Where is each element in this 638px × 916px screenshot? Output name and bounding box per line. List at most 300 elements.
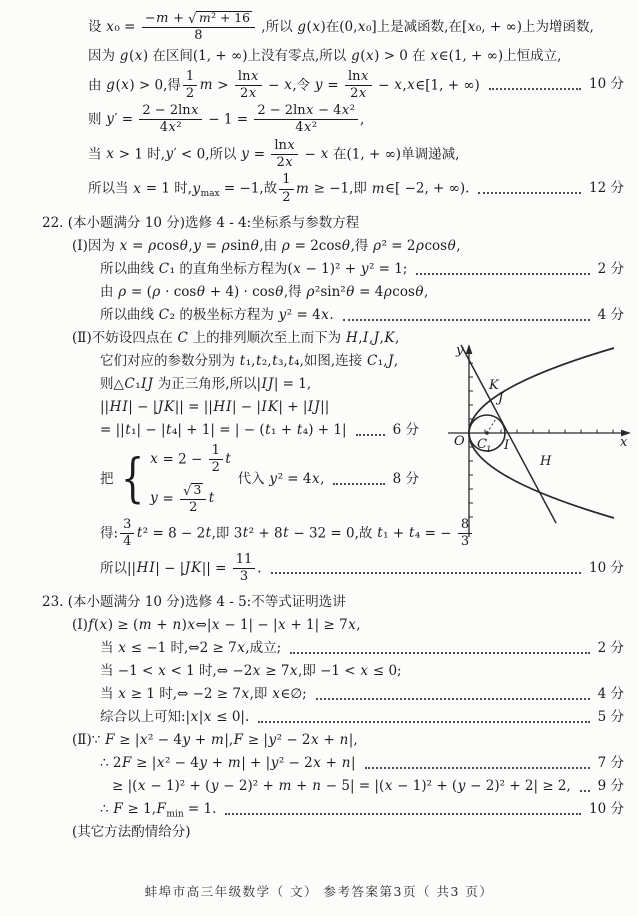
- radical-sign: √: [183, 483, 192, 499]
- line-content: 由 g(x) > 0,得 $\frac{1}{2}$ m > $\frac{\ln x}{2x}$ − x,令 y = $\frac{\ln x}{2x}$ − x,x∈[1, + ∞): [88, 68, 480, 101]
- answer-line: [0, 800, 624, 820]
- label-x-axis: x: [620, 435, 628, 450]
- dotted-leader: [271, 572, 581, 574]
- math-variable: x: [190, 709, 199, 726]
- dotted-leader: [416, 273, 589, 275]
- math-variable: C: [124, 376, 135, 392]
- math-variable: f: [88, 617, 94, 634]
- math-variable: n: [172, 617, 182, 634]
- score-label: 2 分: [597, 640, 624, 657]
- answer-line: [0, 214, 624, 234]
- numerator: 1: [279, 173, 293, 189]
- math-variable: C: [366, 353, 378, 369]
- dotted-leader: [478, 192, 581, 194]
- answer-line: [0, 104, 624, 136]
- math-variable: F: [156, 801, 166, 818]
- math-variable: m: [371, 180, 385, 197]
- math-variable: x: [278, 617, 286, 634]
- math-variable: y: [270, 755, 279, 772]
- math-variable: x: [241, 686, 250, 703]
- math-variable: x: [430, 47, 439, 64]
- math-variable: x: [203, 709, 212, 726]
- math-variable: y: [241, 146, 249, 163]
- math-variable: x: [360, 68, 369, 84]
- line-content: 22. (本小题满分 10 分)选修 4 - 4:坐标系与参数方程: [42, 215, 360, 231]
- math-variable: I: [307, 399, 314, 415]
- denominator: 2: [185, 85, 195, 101]
- line-content: 则△C₁IJ 为正三角形,所以|IJ| = 1,: [100, 376, 312, 392]
- math-variable: x: [320, 146, 329, 163]
- math-variable: x: [304, 120, 312, 136]
- numerator: 2 − 2lnx − 4x²: [254, 104, 358, 120]
- function-name: cos: [424, 238, 448, 254]
- math-variable: x: [358, 85, 367, 101]
- page-footer: 蚌埠市高三年级数学（ 文） 参考答案第3页（ 共3 页）: [144, 884, 494, 899]
- math-variable: ρ: [373, 238, 382, 254]
- math-variable: H: [345, 330, 358, 346]
- numerator: [271, 139, 298, 155]
- fraction: [279, 173, 293, 205]
- numerator: 1: [209, 444, 223, 460]
- math-variable: x: [156, 755, 165, 772]
- line-content: 23. (本小题满分 10 分)选修 4 - 5:不等式证明选讲: [42, 594, 346, 611]
- line-content: 得: $\frac{3}{4}$ t² = 8 − 2t,即 3t² + 8t − 32 = 0,故 t₁ + t₄ = − $\frac{8}{3}$: [100, 518, 474, 550]
- math-variable: ρ: [152, 284, 161, 300]
- fraction: [209, 444, 223, 476]
- radical: [183, 483, 203, 498]
- fraction: [345, 70, 372, 102]
- math-variable: x: [248, 85, 257, 101]
- dotted-leader: [258, 721, 589, 723]
- math-variable: ρ: [383, 284, 392, 300]
- numerator: [235, 70, 262, 86]
- math-variable: x: [118, 686, 126, 703]
- math-variable: t: [136, 525, 143, 542]
- coordinate-figure: [444, 340, 636, 540]
- math-variable: y: [106, 111, 114, 128]
- math-variable: x: [272, 686, 280, 703]
- denominator: 3: [460, 534, 470, 550]
- radical-sign: √: [188, 12, 197, 27]
- math-variable: I: [122, 399, 128, 415]
- fraction: [233, 553, 256, 585]
- math-variable: t: [408, 525, 415, 542]
- line-content: (其它方法酌情给分): [72, 824, 191, 841]
- math-variable: t: [255, 353, 262, 369]
- math-variable: x: [394, 76, 402, 93]
- line-content: 由 ρ = (ρ · cosθ + 4) · cosθ,得 ρ²sin²θ = 4ρcosθ,: [100, 284, 429, 300]
- math-variable: m: [278, 778, 292, 795]
- radicand: 3: [193, 482, 202, 497]
- function-name: cos: [392, 284, 415, 300]
- math-variable: x: [158, 663, 166, 680]
- secant-line: [461, 345, 556, 523]
- math-variable: m: [227, 755, 241, 772]
- math-variable: x: [134, 47, 143, 64]
- math-variable: t: [125, 422, 131, 438]
- answer-line: [0, 685, 624, 705]
- fraction: [183, 70, 197, 102]
- answer-line: [0, 139, 624, 171]
- math-variable: x: [106, 18, 114, 35]
- math-variable: J: [314, 399, 320, 415]
- math-variable: x: [150, 451, 158, 468]
- dotted-leader: [225, 813, 581, 815]
- math-variable: C: [158, 307, 170, 323]
- math-variable: x: [313, 755, 321, 772]
- function-name: cos: [252, 284, 275, 300]
- math-variable: x: [311, 471, 320, 488]
- line-content: ∴ 2F ≥ |x² − 4y + m| + |y² − 2x + n|: [100, 755, 356, 772]
- math-variable: H: [109, 399, 122, 415]
- numerator: 3: [120, 518, 134, 534]
- math-variable: y: [269, 471, 278, 488]
- dotted-leader: [333, 483, 384, 485]
- function-name: min: [166, 810, 184, 821]
- math-variable: m: [198, 11, 211, 25]
- line-content: 所以||HI| − |JK|| = $\frac{11}{3}$ .: [100, 551, 262, 585]
- line-content: 所以当 x = 1 时$,y_{max} = -1$,故 $\frac{1}{2}$ m ≥ −1,即 m∈[ −2, + ∞).: [88, 172, 470, 205]
- math-variable: y: [457, 778, 466, 795]
- math-variable: x: [289, 663, 298, 680]
- dashed-segment: [487, 417, 497, 433]
- math-variable: t: [377, 525, 383, 542]
- function-name: cos: [318, 238, 342, 254]
- math-variable: g: [106, 76, 115, 93]
- function-name: ln: [347, 68, 361, 84]
- math-variable: K: [384, 330, 395, 346]
- math-variable: I: [261, 376, 267, 392]
- math-variable: x: [293, 261, 301, 277]
- answer-line: [0, 444, 419, 515]
- math-variable: K: [191, 560, 202, 577]
- score-label: 4 分: [597, 686, 624, 703]
- line-content: 当 x > 1 时,y′ < 0,所以 y = $\frac{\ln x}{2x}$ − x 在(1, + ∞)单调递减,: [88, 137, 460, 171]
- line-content: 综合以上可知:|x|x ≤ 0|.: [100, 709, 250, 726]
- fraction: [120, 518, 134, 550]
- line-content: 则 y′ = $\frac{2 - 2\ln x}{\text{4x²}}$ − 1 = $\frac{\text{2 − 2lnx − 4x²}}{\text{4x²}}$ ,: [88, 103, 365, 136]
- math-variable: x: [311, 732, 319, 749]
- math-variable: x: [287, 137, 295, 153]
- math-variable: x: [139, 732, 148, 749]
- math-variable: t: [205, 525, 212, 542]
- subscript: [201, 189, 220, 199]
- answer-line: [0, 260, 624, 280]
- denominator: 2x: [276, 155, 293, 171]
- math-variable: I: [363, 330, 369, 346]
- math-variable: y: [193, 238, 201, 254]
- answer-line: [0, 47, 624, 67]
- math-variable: t: [166, 422, 172, 438]
- math-variable: x: [284, 76, 292, 93]
- math-variable: x: [99, 617, 108, 634]
- denominator: 4x²: [159, 120, 182, 136]
- math-variable: y: [182, 732, 191, 749]
- math-variable: K: [164, 399, 175, 415]
- subscript: [166, 810, 183, 820]
- line-content: 当 −1 < x < 1 时,⇔ −2x ≥ 7x,即 −1 < x ≤ 0;: [100, 663, 402, 680]
- math-variable: C: [158, 261, 170, 277]
- math-variable: t: [239, 353, 246, 369]
- label-point-h: H: [540, 454, 552, 469]
- line-content: 当 x ≤ −1 时,⇔2 ≥ 7x,成立;: [100, 640, 282, 657]
- answer-line: [0, 421, 419, 441]
- math-variable: m: [138, 617, 152, 634]
- math-variable: J: [184, 560, 191, 577]
- math-variable: y: [199, 755, 207, 772]
- function-name: sin: [230, 238, 251, 254]
- math-variable: g: [351, 47, 360, 64]
- dotted-leader: [290, 652, 589, 654]
- dotted-leader: [365, 767, 590, 769]
- math-variable: θ: [415, 284, 424, 300]
- math-variable: m: [296, 180, 309, 197]
- fraction: [271, 139, 298, 171]
- dotted-leader: [343, 319, 590, 321]
- label-point-k: K: [489, 378, 499, 393]
- math-variable: x: [407, 76, 415, 93]
- denominator: 3: [239, 569, 249, 585]
- numerator: 11: [233, 553, 256, 569]
- line-content: ∴ $F \ge 1,F_{min} = 1$.: [100, 801, 217, 821]
- fraction: [139, 104, 202, 136]
- math-variable: g: [297, 18, 307, 35]
- answer-line: [0, 306, 624, 326]
- math-variable: x: [321, 307, 329, 323]
- function-name: ln: [274, 137, 287, 153]
- math-variable: θ: [447, 238, 456, 254]
- math-variable: C: [177, 330, 188, 346]
- math-variable: y: [150, 490, 158, 507]
- math-variable: x: [121, 76, 129, 93]
- answer-line: [0, 283, 624, 303]
- math-variable: m: [199, 76, 213, 93]
- cases-row: y = $\frac{√ 3}{2}$ t: [150, 482, 215, 515]
- answer-line: [0, 616, 624, 636]
- score-label: 5 分: [597, 709, 624, 726]
- label-point-i: I: [504, 438, 510, 453]
- math-variable: x: [211, 617, 220, 634]
- line-content: 所以曲线 C₁ 的直角坐标方程为(x − 1)² + y² = 1;: [100, 261, 408, 277]
- math-variable: ρ: [221, 238, 230, 254]
- label-y-axis: y: [456, 343, 464, 358]
- math-variable: ρ: [118, 284, 127, 300]
- center-point: [485, 431, 489, 435]
- math-variable: m: [211, 732, 224, 749]
- math-variable: t: [208, 490, 215, 507]
- answer-line: [0, 731, 624, 751]
- math-variable: x: [118, 640, 126, 657]
- numerator: [345, 70, 372, 86]
- math-variable: x: [187, 617, 196, 634]
- math-variable: J: [373, 330, 380, 346]
- math-variable: J: [157, 399, 164, 415]
- line-content: 当 x ≥ 1 时,⇔ −2 ≥ 7x,即 x∈∅;: [100, 686, 307, 703]
- line-content: 因为 g(x) 在区间(1, + ∞)上没有零点,所以 g(x) > 0 在 x∈(1, + ∞)上恒成立,: [88, 47, 562, 64]
- label-origin: O: [454, 434, 465, 449]
- math-variable: x: [106, 146, 114, 163]
- answer-line: [0, 553, 624, 585]
- math-variable: x: [250, 68, 259, 84]
- line-content: ||HI| − |JK|| = ||HI| − |IK| + |IJ||: [100, 399, 330, 415]
- math-variable: y: [165, 146, 174, 163]
- math-variable: y: [360, 261, 369, 277]
- dotted-leader: [356, 434, 385, 436]
- math-variable: F: [113, 801, 123, 818]
- math-variable: ρ: [281, 238, 290, 254]
- score-label: 2 分: [597, 261, 624, 277]
- function-name: max: [200, 189, 220, 200]
- line-content: = ||t₁| − |t₄| + 1| = | − (t₁ + t₄) + 1|: [100, 422, 347, 438]
- dotted-leader: [316, 698, 590, 700]
- math-variable: J: [147, 376, 153, 392]
- math-variable: x: [119, 238, 128, 254]
- numerator: 8: [458, 518, 472, 534]
- score-label: 10 分: [589, 801, 624, 818]
- function-name: ln: [237, 68, 251, 84]
- fraction: [142, 11, 255, 44]
- math-variable: x: [168, 120, 176, 136]
- math-variable: y: [278, 307, 287, 323]
- denominator: 2: [211, 460, 220, 476]
- label-point-j: J: [498, 391, 504, 406]
- math-variable: I: [141, 376, 147, 392]
- answer-line: [0, 777, 624, 797]
- denominator: 2: [189, 499, 198, 515]
- function-name: cos: [156, 238, 180, 254]
- math-variable: t: [283, 525, 289, 542]
- math-variable: x: [467, 18, 476, 35]
- line-content: (Ⅰ)因为 x = ρcosθ,y = ρsinθ,由 ρ = 2cosθ,得 ρ² = 2ρcosθ,: [72, 238, 461, 254]
- math-variable: g: [119, 47, 129, 64]
- y-axis-arrow: [466, 344, 473, 354]
- math-variable: I: [261, 399, 267, 415]
- math-variable: t: [225, 451, 231, 468]
- math-variable: I: [226, 399, 232, 415]
- math-variable: x: [360, 663, 369, 680]
- math-variable: K: [267, 399, 278, 415]
- denominator: 8: [194, 28, 203, 44]
- score-label: 10 分: [589, 559, 624, 576]
- math-variable: H: [136, 560, 149, 577]
- answer-line: [0, 662, 624, 682]
- fraction: [180, 483, 206, 516]
- math-variable: y: [210, 778, 219, 795]
- line-content: (Ⅱ)∵ F ≥ |x² − 4y + m|,F ≥ |y² − 2x + n|,: [72, 732, 358, 749]
- line-content: 它们对应的参数分别为 t₁,t₂,t₃,t₄,如图,连接 C₁,J,: [100, 353, 399, 369]
- answer-line: [0, 823, 624, 843]
- math-variable: n: [312, 778, 321, 795]
- math-variable: x: [191, 103, 199, 119]
- line-content: (Ⅰ)f(x) ≥ (m + n)x⇔|x − 1| − |x + 1| ≥ 7x,: [72, 617, 361, 634]
- math-variable: x: [312, 18, 320, 35]
- math-variable: x: [285, 155, 293, 171]
- math-variable: t: [272, 353, 278, 369]
- radical: [188, 11, 252, 26]
- line-content: 设 x₀ = $\frac{\text{−m + √ m² + 16}}{8}$ ,所以 g(x)在(0,x₀]上是减函数,在[x₀, + ∞)上为增函数,: [88, 11, 594, 44]
- math-variable: θ: [196, 284, 205, 300]
- cases-group: [116, 444, 232, 515]
- math-variable: x: [252, 663, 261, 680]
- numerator: 2 − 2lnx: [139, 104, 202, 120]
- math-variable: y: [314, 76, 323, 93]
- math-variable: F: [105, 732, 115, 749]
- math-variable: t: [265, 422, 271, 438]
- score-label: 4 分: [597, 307, 624, 323]
- denominator: 2: [282, 189, 291, 205]
- answer-line: [0, 708, 624, 728]
- math-variable: θ: [346, 284, 355, 300]
- cases-row: x = 2 − $\frac{1}{2}$ t: [150, 442, 231, 476]
- math-variable: F: [233, 732, 244, 749]
- answer-line: [0, 754, 624, 774]
- denominator: 2x: [240, 85, 257, 101]
- math-variable: t: [242, 525, 249, 542]
- radicand: m² + 16: [196, 11, 252, 26]
- math-variable: y: [268, 732, 277, 749]
- score-label: 10 分: [589, 76, 624, 93]
- math-variable: x: [348, 617, 356, 634]
- score-label: 6 分: [392, 422, 419, 438]
- math-variable: J: [388, 353, 394, 369]
- numerator: 1: [183, 70, 197, 86]
- math-variable: x: [137, 778, 146, 795]
- denominator: 4: [123, 534, 132, 550]
- math-variable: y: [192, 180, 201, 197]
- math-variable: ρ: [416, 238, 424, 254]
- function-name: cos: [173, 284, 197, 300]
- dotted-leader: [489, 88, 581, 90]
- math-variable: θ: [341, 238, 351, 254]
- answer-line: [0, 639, 624, 659]
- answer-line: [0, 11, 624, 44]
- line-content: (Ⅱ)不妨设四点在 C 上的排列顺次至上而下为 H,I,J,K,: [72, 330, 400, 346]
- line-content: 把 { x = 2 − $\frac{1}{2}$ t y = $\frac{√ 3}{2}$ t 代入 y² = 4x,: [100, 442, 325, 515]
- dotted-leader: [580, 790, 590, 792]
- score-label: 12 分: [589, 180, 624, 197]
- math-variable: x: [133, 180, 141, 197]
- fraction: [254, 104, 358, 136]
- numerator: −m + √ m² + 16: [142, 11, 255, 28]
- math-variable: x: [306, 103, 314, 119]
- math-variable: x: [366, 47, 374, 64]
- math-variable: x: [237, 640, 245, 657]
- answer-line: [0, 237, 624, 257]
- line-content: 所以曲线 C₂ 的极坐标方程为 y² = 4x.: [100, 307, 334, 323]
- cases-column: [150, 444, 232, 515]
- function-name: ln: [293, 103, 306, 119]
- math-variable: ρ: [306, 284, 315, 300]
- math-variable: θ: [179, 238, 188, 254]
- line-content: ≥ |(x − 1)² + (y − 2)² + m + n − 5| = |(x − 1)² + (y − 2)² + 2| ≥ 2,: [112, 778, 571, 795]
- math-variable: x: [341, 103, 350, 119]
- fraction: [235, 70, 262, 102]
- answer-line: [0, 70, 624, 102]
- math-variable: m: [156, 11, 169, 26]
- math-variable: n: [339, 732, 349, 749]
- math-variable: t: [296, 422, 303, 438]
- math-variable: n: [341, 755, 351, 772]
- denominator: 4x²: [295, 120, 318, 136]
- math-variable: θ: [275, 284, 284, 300]
- left-brace: {: [120, 449, 144, 510]
- math-variable: x: [384, 778, 393, 795]
- math-variable: t: [288, 353, 294, 369]
- function-name: ln: [178, 103, 191, 119]
- math-variable: I: [149, 560, 155, 577]
- math-variable: θ: [250, 238, 259, 254]
- label-center-subscript: 1: [486, 445, 492, 455]
